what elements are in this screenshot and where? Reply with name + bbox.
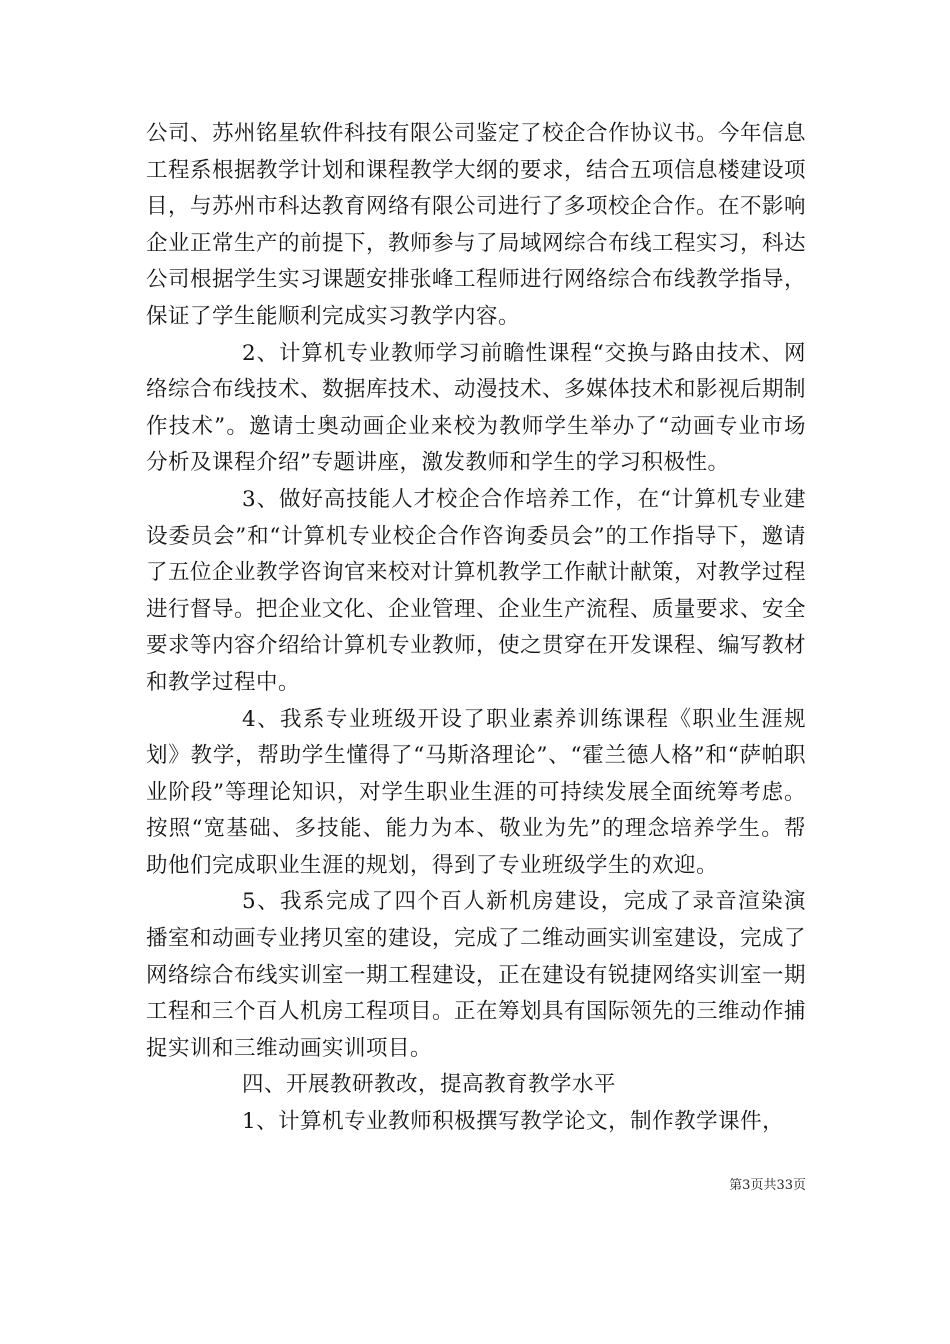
paragraph-item-5: 5、我系完成了四个百人新机房建设，完成了录音渲染演播室和动画专业拷贝室的建设，完成了二维动画实训室建设，完成了网络综合布线实训室一期工程建设，正在建设有锐捷网络实训室一期工程和三个百人机房工程项目。正在筹划具有国际领先的三维动作捕捉实训和三维动画实训项目。	[146, 889, 807, 1061]
section-heading: 四、开展教研教改，提高教育教学水平	[242, 1072, 617, 1098]
paragraph-section4-item-1: 1、计算机专业教师积极撰写教学论文，制作教学课件，	[242, 1109, 785, 1135]
paragraph-item-2: 2、计算机专业教师学习前瞻性课程“交换与路由技术、网络综合布线技术、数据库技术、动漫技术、多媒体技术和影视后期制作技术”。邀请士奥动画企业来校为教师学生举办了“动画专业市场分析及课程介绍”专题讲座，激发教师和学生的学习积极性。	[146, 340, 807, 476]
paragraph-continuation: 公司、苏州铭星软件科技有限公司鉴定了校企合作协议书。今年信息工程系根据教学计划和课程教学大纲的要求，结合五项信息楼建设项目，与苏州市科达教育网络有限公司进行了多项校企合作。在不影响企业正常生产的前提下，教师参与了局域网综合布线工程实习，科达公司根据学生实习课题安排张峰工程师进行网络综合布线教学指导，保证了学生能顺利完成实习教学内容。	[146, 121, 807, 329]
paragraph-item-4: 4、我系专业班级开设了职业素养训练课程《职业生涯规划》教学，帮助学生懂得了“马斯洛理论”、“霍兰德人格”和“萨帕职业阶段”等理论知识，对学生职业生涯的可持续发展全面统筹考虑。按照“宽基础、多技能、能力为本、敬业为先”的理念培养学生。帮助他们完成职业生涯的规划，得到了专业班级学生的欢迎。	[146, 706, 806, 878]
document-body	[146, 116, 806, 1141]
paragraph-item-3: 3、做好高技能人才校企合作培养工作，在“计算机专业建设委员会”和“计算机专业校企合作咨询委员会”的工作指导下，邀请了五位企业教学咨询官来校对计算机教学工作献计献策，对教学过程进行督导。把企业文化、企业管理、企业生产流程、质量要求、安全要求等内容介绍给计算机专业教师，使之贯穿在开发课程、编写教材和教学过程中。	[146, 486, 807, 695]
page-number-footer: 第3页共33页	[729, 1178, 806, 1193]
